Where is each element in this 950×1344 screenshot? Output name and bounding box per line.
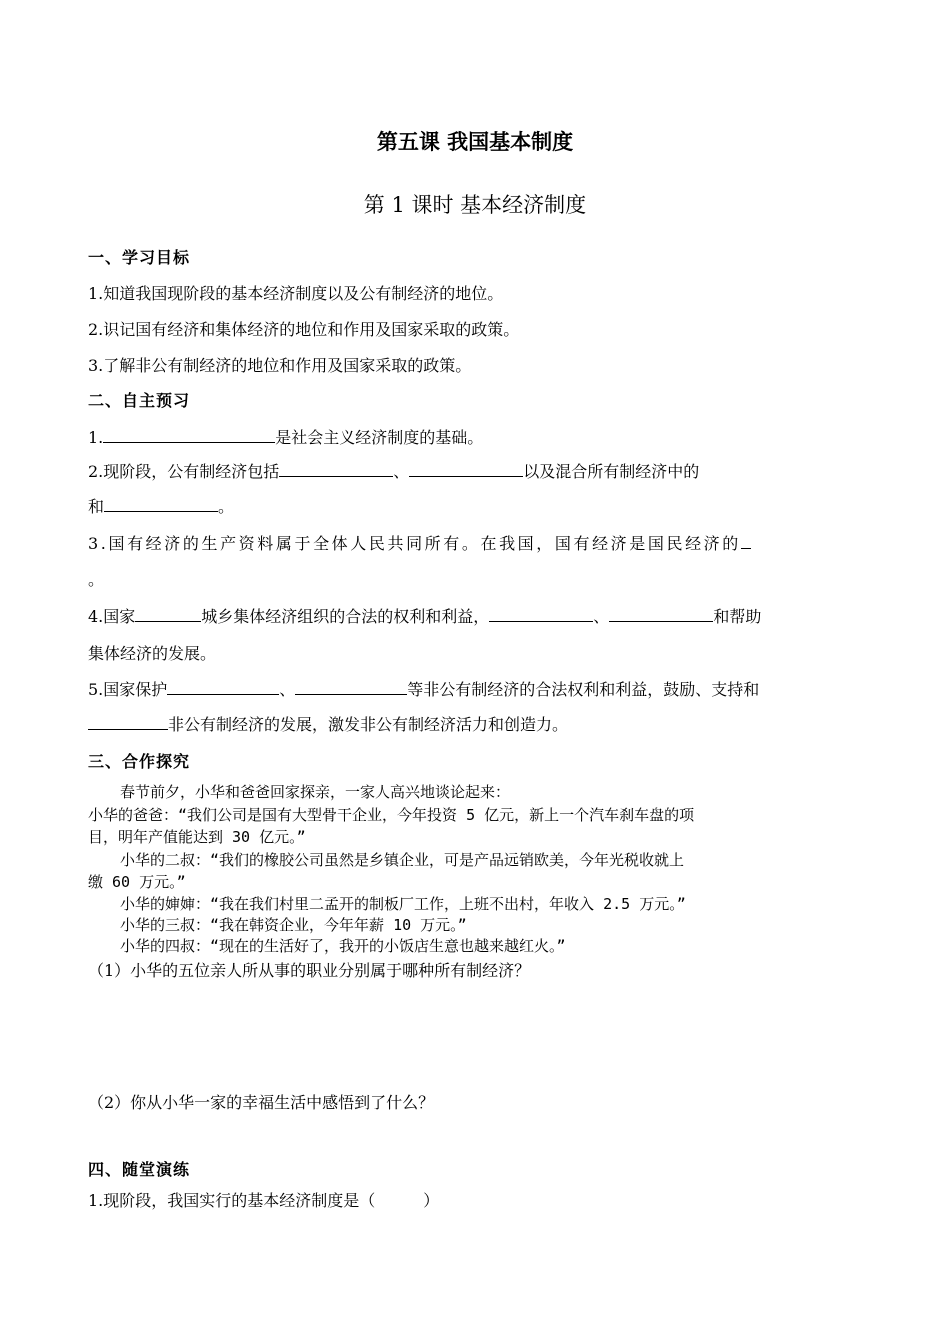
answer-blank[interactable] — [104, 495, 218, 512]
goal-item: 1.知道我国现阶段的基本经济制度以及公有制经济的地位。 — [88, 284, 504, 303]
section-heading-practice: 四、随堂演练 — [88, 1160, 191, 1179]
preview-question-5 — [88, 677, 759, 700]
explore-question-1: （1）小华的五位亲人所从事的职业分别属于哪种所有制经济？ — [88, 961, 531, 980]
q-text: 等非公有制经济的合法权利和利益，鼓励、支持和 — [407, 680, 760, 699]
story-line: 目，明年产值能达到 30 亿元。” — [88, 828, 306, 846]
answer-blank[interactable] — [741, 532, 751, 549]
preview-question-2-cont — [88, 494, 234, 517]
q-text: 和帮助 — [713, 607, 762, 626]
section-heading-explore: 三、合作探究 — [88, 752, 191, 771]
q-text: 3.国有经济的生产资料属于全体人民共同所有。在我国，国有经济是国民经济的 — [88, 534, 741, 553]
answer-blank[interactable] — [103, 426, 275, 443]
section-heading-preview: 二、自主预习 — [88, 391, 191, 410]
q-text: 4.国家 — [88, 607, 136, 626]
preview-question-4-cont: 集体经济的发展。 — [88, 644, 217, 663]
answer-blank[interactable] — [279, 460, 393, 477]
answer-blank[interactable] — [88, 713, 168, 730]
lesson-subtitle: 第 1 课时 基本经济制度 — [363, 193, 587, 217]
answer-blank[interactable] — [135, 605, 201, 622]
q-text: 。 — [218, 497, 235, 516]
answer-blank[interactable] — [295, 678, 407, 695]
goal-item: 3.了解非公有制经济的地位和作用及国家采取的政策。 — [88, 356, 472, 375]
q-text: 、 — [393, 462, 410, 481]
q-text: 以及混合所有制经济中的 — [523, 462, 700, 481]
q-text: 1. — [88, 428, 104, 447]
answer-blank[interactable] — [409, 460, 523, 477]
explore-question-2: （2）你从小华一家的幸福生活中感悟到了什么？ — [88, 1093, 435, 1112]
story-line: 小华的四叔：“现在的生活好了，我开的小饭店生意也越来越红火。” — [120, 937, 566, 955]
story-line: 小华的婶婶：“我在我们村里二孟开的制板厂工作，上班不出村，年收入 2.5 万元。” — [120, 895, 686, 913]
q-text: 城乡集体经济组织的合法的权利和利益， — [201, 607, 490, 626]
story-line: 小华的三叔：“我在韩资企业，今年年薪 10 万元。” — [120, 916, 467, 934]
lesson-title: 第五课 我国基本制度 — [376, 130, 574, 154]
q-text: 5.国家保护 — [88, 680, 168, 699]
q-text: 、 — [279, 680, 296, 699]
story-line: 缴 60 万元。” — [88, 873, 186, 891]
preview-question-1 — [88, 425, 483, 448]
section-heading-goals: 一、学习目标 — [88, 248, 191, 267]
goal-item: 2.识记国有经济和集体经济的地位和作用及国家采取的政策。 — [88, 320, 520, 339]
story-line: 小华的二叔：“我们的橡胶公司虽然是乡镇企业，可是产品远销欧美，今年光税收就上 — [120, 851, 685, 869]
q-text: 是社会主义经济制度的基础。 — [275, 428, 484, 447]
q-text: 非公有制经济的发展，激发非公有制经济活力和创造力。 — [168, 715, 569, 734]
answer-blank[interactable] — [489, 605, 593, 622]
q-text: 、 — [593, 607, 610, 626]
story-line: 小华的爸爸：“我们公司是国有大型骨干企业，今年投资 5 亿元，新上一个汽车刹车盘的项 — [88, 806, 695, 824]
preview-question-5-cont — [88, 712, 568, 735]
q-text: 和 — [88, 497, 105, 516]
preview-question-4 — [88, 604, 761, 627]
preview-question-3-cont: 。 — [88, 570, 105, 589]
answer-blank[interactable] — [609, 605, 713, 622]
answer-blank[interactable] — [167, 678, 279, 695]
preview-question-2 — [88, 459, 699, 482]
story-line: 春节前夕，小华和爸爸回家探亲，一家人高兴地谈论起来： — [120, 783, 511, 801]
preview-question-3 — [88, 531, 751, 554]
practice-question-1: 1.现阶段，我国实行的基本经济制度是（ ） — [88, 1191, 440, 1210]
q-text: 2.现阶段，公有制经济包括 — [88, 462, 280, 481]
